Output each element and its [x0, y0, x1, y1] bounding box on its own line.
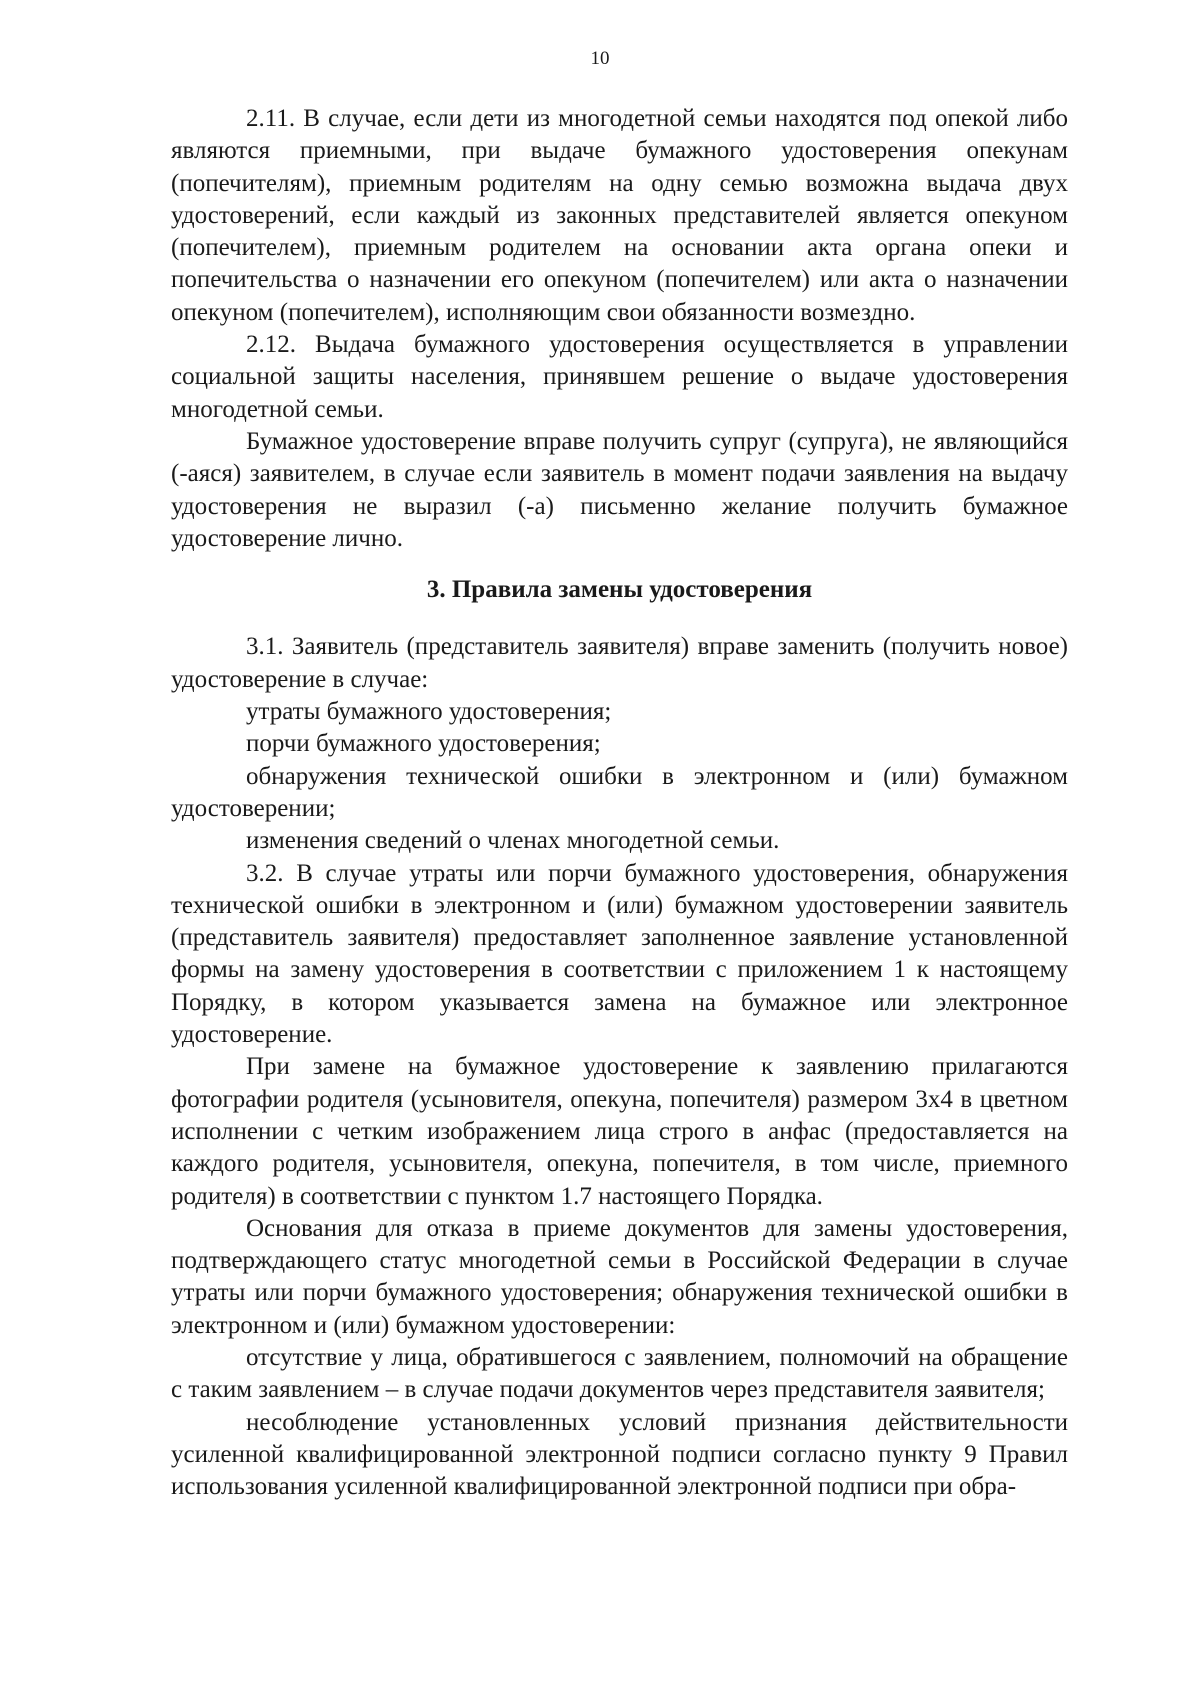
list-item-technical-error: обнаружения технической ошибки в электронном и (или) бумажном удостоверении;	[171, 762, 1068, 822]
section-heading: 3. Правила замены удостоверения	[426, 576, 813, 604]
list-item-family-change: изменения сведений о членах многодетной семьи.	[246, 827, 780, 855]
paragraph-photos: При замене на бумажное удостоверение к заявлению прилагаются фотографии родителя (усыновителя, опекуна, попечителя) размером 3х4 в цветном исполнении с четким изображением лица строго в анфас (предоставляется на каждого родителя, усыновителя, опекуна, попечителя, в том числе, приемного родителя) в соответствии с пунктом 1.7 настоящего Порядка.	[171, 1053, 1068, 1210]
paragraph-3-1: 3.1. Заявитель (представитель заявителя) вправе заменить (получить новое) удостоверение в случае:	[171, 633, 1068, 693]
paragraph-refusal-grounds: Основания для отказа в приеме документов для замены удостоверения, подтверждающего статус многодетной семьи в Российской Федерации в случае утраты или порчи бумажного удостоверения; обнаружения технической ошибки в электронном и (или) бумажном удостоверении:	[171, 1214, 1068, 1339]
list-item-signature-invalid: несоблюдение установленных условий признания действительности усиленной квалифицированной электронной подписи согласно пункту 9 Правил использования усиленной квалифицированной электронной подписи при обра-	[171, 1408, 1068, 1501]
paragraph-3-2: 3.2. В случае утраты или порчи бумажного удостоверения, обнаружения технической ошибки в электронном и (или) бумажном удостоверении заявитель (представитель заявителя) предоставляет заполненное заявление установленной формы на замену удостоверения в соответствии с приложением 1 к настоящему Порядку, в котором указывается замена на бумажное или электронное удостоверение.	[171, 859, 1068, 1049]
list-item-loss: утраты бумажного удостоверения;	[246, 698, 612, 726]
document-body	[171, 103, 1068, 1503]
paragraph-2-11: 2.11. В случае, если дети из многодетной семьи находятся под опекой либо являются приемными, при выдаче бумажного удостоверения опекунам (попечителям), приемным родителям на одну семью возможна выдача двух удостоверений, если каждый из законных представителей является опекуном (попечителем), приемным родителем на основании акта органа опеки и попечительства о назначении его опекуном (попечителем) или акта о назначении опекуном (попечителем), исполняющим свои обязанности возмездно.	[171, 105, 1068, 326]
page-number: 10	[590, 48, 610, 69]
paragraph-spouse-receipt: Бумажное удостоверение вправе получить супруг (супруга), не являющийся (-аяся) заявителем, в случае если заявитель в момент подачи заявления на выдачу удостоверения не выразил (-а) письменно желание получить бумажное удостоверение лично.	[171, 427, 1068, 552]
paragraph-2-12: 2.12. Выдача бумажного удостоверения осуществляется в управлении социальной защиты населения, принявшем решение о выдаче удостоверения многодетной семьи.	[171, 331, 1068, 423]
list-item-damage: порчи бумажного удостоверения;	[246, 730, 601, 758]
list-item-no-authority: отсутствие у лица, обратившегося с заявлением, полномочий на обращение с таким заявлением – в случае подачи документов через представителя заявителя;	[171, 1343, 1068, 1404]
